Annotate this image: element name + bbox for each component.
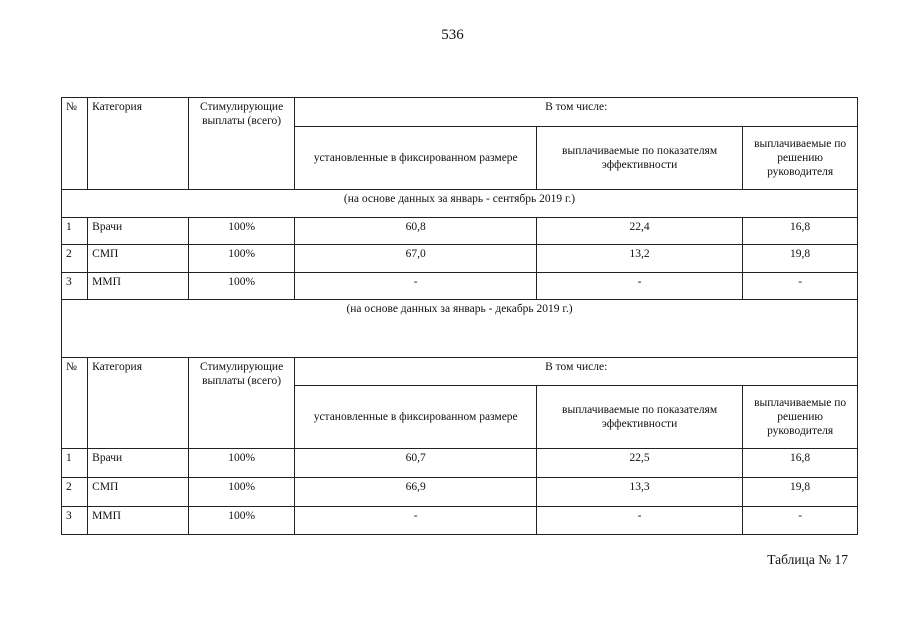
header-efficiency: выплачиваемые по показателям эффективности: [536, 386, 742, 449]
row-efficiency: -: [536, 273, 742, 300]
row-fixed: 60,8: [295, 218, 537, 245]
section-caption: (на основе данных за январь - декабрь 2019 г.): [62, 300, 858, 358]
row-efficiency: 22,5: [536, 449, 742, 478]
row-category: Врачи: [88, 449, 189, 478]
row-total: 100%: [188, 507, 295, 535]
header-category: Категория: [88, 98, 189, 190]
row-efficiency: 13,2: [536, 245, 742, 273]
section-caption: (на основе данных за январь - сентябрь 2019 г.): [62, 190, 858, 218]
header-efficiency: выплачиваемые по показателям эффективности: [536, 127, 742, 190]
row-total: 100%: [188, 478, 295, 507]
row-director: 19,8: [743, 245, 858, 273]
header-including: В том числе:: [295, 98, 858, 127]
row-director: -: [743, 273, 858, 300]
payments-table-jan-dec: [61, 357, 858, 535]
table-row: [62, 273, 858, 300]
page-number: 536: [441, 27, 464, 43]
row-num: 1: [62, 449, 88, 478]
section-caption-row: [62, 190, 858, 218]
row-num: 1: [62, 218, 88, 245]
row-total: 100%: [188, 218, 295, 245]
row-num: 2: [62, 245, 88, 273]
table-row: [62, 449, 858, 478]
row-efficiency: 22,4: [536, 218, 742, 245]
row-director: 16,8: [743, 449, 858, 478]
header-num: №: [62, 358, 88, 449]
table-row: [62, 478, 858, 507]
row-num: 3: [62, 273, 88, 300]
table-header-row: [62, 358, 858, 386]
header-num: №: [62, 98, 88, 190]
header-director: выплачиваемые по решению руководителя: [743, 386, 858, 449]
row-total: 100%: [188, 449, 295, 478]
header-stimulating: Стимулирующие выплаты (всего): [188, 98, 295, 190]
row-category: СМП: [88, 478, 189, 507]
row-efficiency: -: [536, 507, 742, 535]
header-stimulating: Стимулирующие выплаты (всего): [188, 358, 295, 449]
header-director: выплачиваемые по решению руководителя: [743, 127, 858, 190]
row-fixed: 66,9: [295, 478, 537, 507]
row-num: 3: [62, 507, 88, 535]
row-efficiency: 13,3: [536, 478, 742, 507]
header-fixed: установленные в фиксированном размере: [295, 386, 537, 449]
row-fixed: 67,0: [295, 245, 537, 273]
row-category: ММП: [88, 273, 189, 300]
section-caption-row: [62, 300, 858, 358]
row-num: 2: [62, 478, 88, 507]
row-category: ММП: [88, 507, 189, 535]
table-row: [62, 218, 858, 245]
row-director: 19,8: [743, 478, 858, 507]
table-header-row: [62, 98, 858, 127]
header-fixed: установленные в фиксированном размере: [295, 127, 537, 190]
table-number-label: Таблица № 17: [767, 552, 848, 567]
header-category: Категория: [88, 358, 189, 449]
header-including: В том числе:: [295, 358, 858, 386]
table-row: [62, 507, 858, 535]
row-category: СМП: [88, 245, 189, 273]
row-fixed: -: [295, 273, 537, 300]
row-director: 16,8: [743, 218, 858, 245]
table-row: [62, 245, 858, 273]
row-total: 100%: [188, 245, 295, 273]
row-fixed: -: [295, 507, 537, 535]
row-fixed: 60,7: [295, 449, 537, 478]
row-director: -: [743, 507, 858, 535]
row-category: Врачи: [88, 218, 189, 245]
payments-table-jan-sep: [61, 97, 858, 358]
row-total: 100%: [188, 273, 295, 300]
